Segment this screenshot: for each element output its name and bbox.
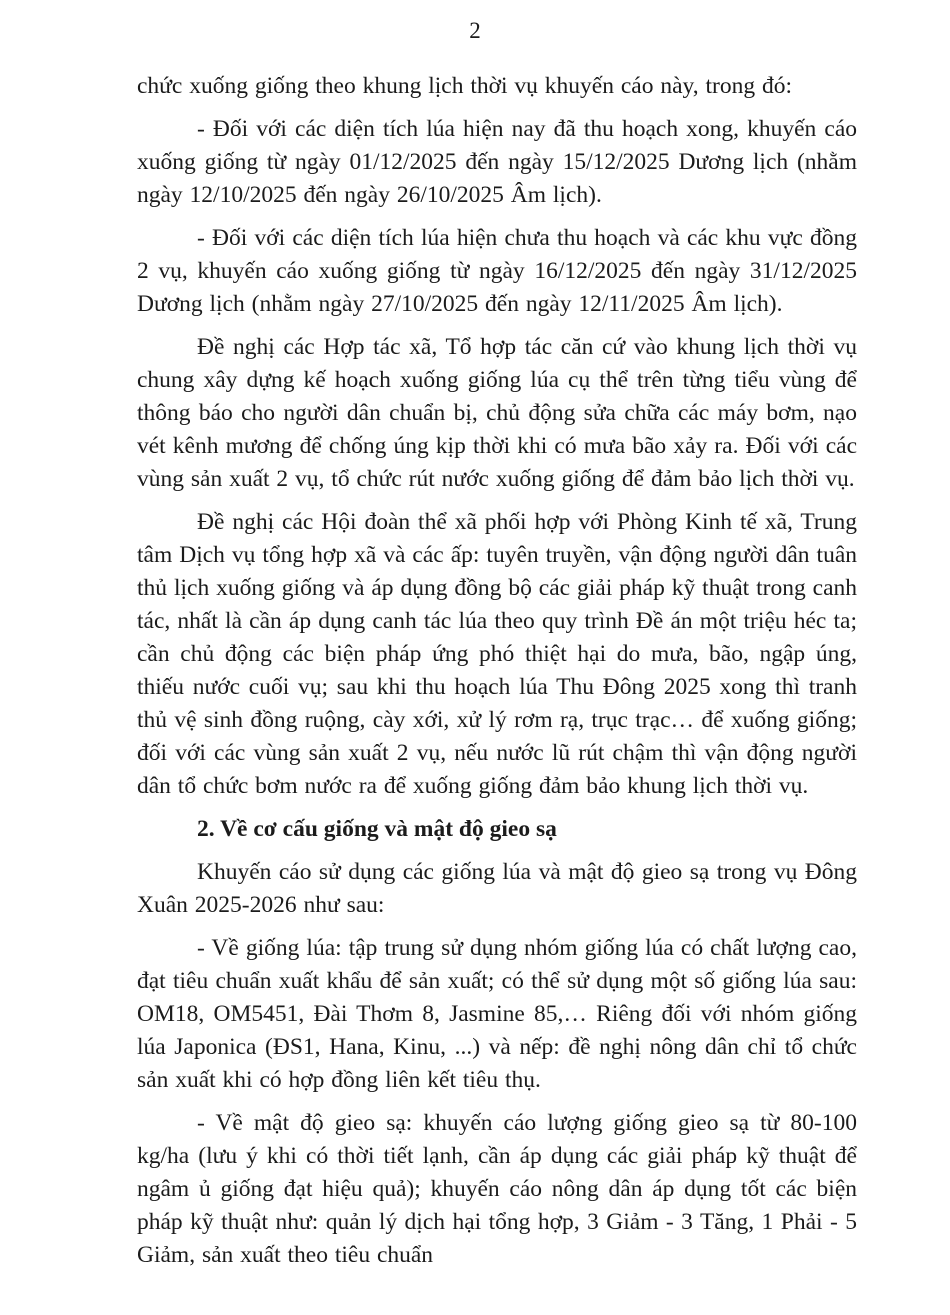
section-heading-seed-structure: 2. Về cơ cấu giống và mật độ gieo sạ [197,816,557,842]
page-number: 2 [469,18,481,43]
paragraph-rice-varieties: - Về giống lúa: tập trung sử dụng nhóm giống lúa có chất lượng cao, đạt tiêu chuẩn xuất khẩu để sản xuất; có thể sử dụng một số giống lúa sau: OM18, OM5451, Đài Thơm 8, Jasmine 85,… Riêng đối với nhóm giống lúa Japonica (ĐS1, Hana, Kinu, ...) và nếp: đề nghị nông dân chỉ tổ chức sản xuất khi có hợp đồng liên kết tiêu thụ. [137,935,857,1093]
paragraph-mass-organizations-request: Đề nghị các Hội đoàn thể xã phối hợp với Phòng Kinh tế xã, Trung tâm Dịch vụ tổng hợp xã và các ấp: tuyên truyền, vận động người dân tuân thủ lịch xuống giống và áp dụng đồng bộ các giải pháp kỹ thuật trong canh tác, nhất là cần áp dụng canh tác lúa theo quy trình Đề án một triệu héc ta; cần chủ động các biện pháp ứng phó thiệt hại do mưa, bão, ngập úng, thiếu nước cuối vụ; sau khi thu hoạch lúa Thu Đông 2025 xong thì tranh thủ vệ sinh đồng ruộng, cày xới, xử lý rơm rạ, trục trạc… để xuống giống; đối với các vùng sản xuất 2 vụ, nếu nước lũ rút chậm thì vận động người dân tổ chức bơm nước ra để xuống giống đảm bảo khung lịch thời vụ. [137,509,857,799]
paragraph-sowing-density: - Về mật độ gieo sạ: khuyến cáo lượng giống gieo sạ từ 80-100 kg/ha (lưu ý khi có thời tiết lạnh, cần áp dụng các giải pháp kỹ thuật để ngâm ủ giống đạt hiệu quả); khuyến cáo nông dân áp dụng tốt các biện pháp kỹ thuật như: quản lý dịch hại tổng hợp, 3 Giảm - 3 Tăng, 1 Phải - 5 Giảm, sản xuất theo tiêu chuẩn [137,1110,857,1268]
paragraph-continuation: chức xuống giống theo khung lịch thời vụ khuyến cáo này, trong đó: [137,73,793,99]
paragraph-sowing-window-harvested: - Đối với các diện tích lúa hiện nay đã thu hoạch xong, khuyến cáo xuống giống từ ngày 01/12/2025 đến ngày 15/12/2025 Dương lịch (nhằm ngày 12/10/2025 đến ngày 26/10/2025 Âm lịch). [137,116,857,208]
paragraph-sowing-window-unharvested: - Đối với các diện tích lúa hiện chưa thu hoạch và các khu vực đồng 2 vụ, khuyến cáo xuống giống từ ngày 16/12/2025 đến ngày 31/12/2025 Dương lịch (nhằm ngày 27/10/2025 đến ngày 12/11/2025 Âm lịch). [137,225,857,317]
paragraph-seed-recommendation-intro: Khuyến cáo sử dụng các giống lúa và mật độ gieo sạ trong vụ Đông Xuân 2025-2026 như sau: [137,859,857,918]
paragraph-cooperatives-request: Đề nghị các Hợp tác xã, Tổ hợp tác căn cứ vào khung lịch thời vụ chung xây dựng kế hoạch xuống giống lúa cụ thể trên từng tiểu vùng để thông báo cho người dân chuẩn bị, chủ động sửa chữa các máy bơm, nạo vét kênh mương để chống úng kịp thời khi có mưa bão xảy ra. Đối với các vùng sản xuất 2 vụ, tổ chức rút nước xuống giống để đảm bảo lịch thời vụ. [137,334,857,492]
